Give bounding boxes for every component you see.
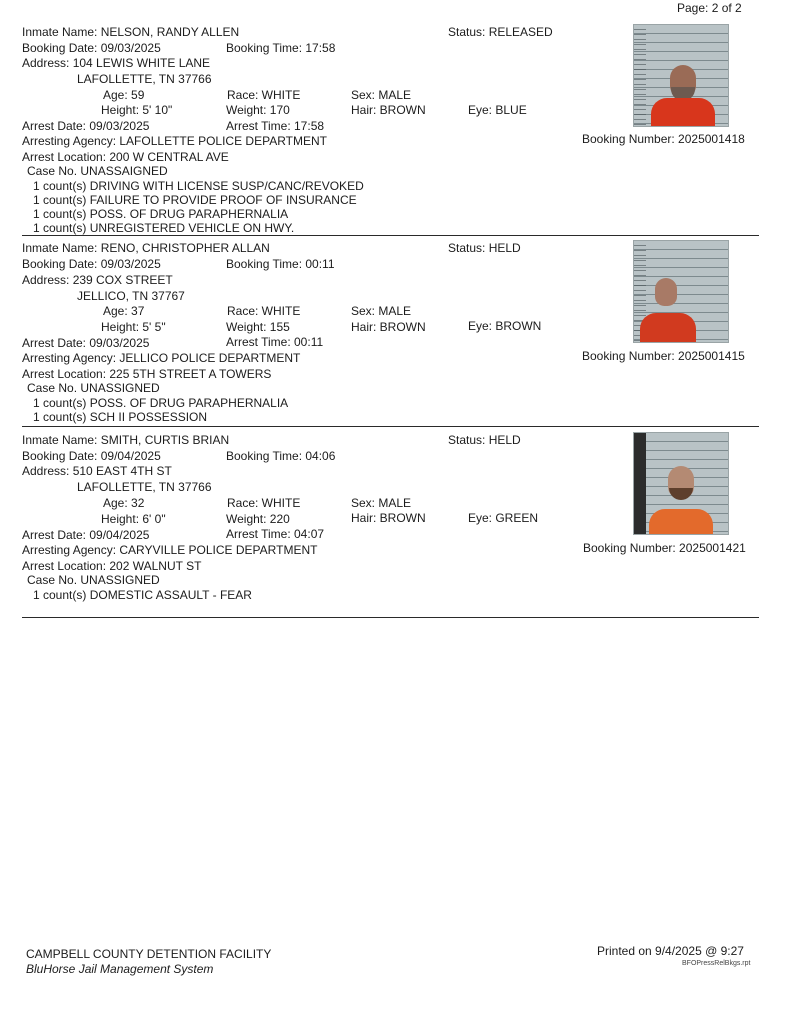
eye: Eye: BROWN <box>468 319 542 333</box>
age: Age: 59 <box>103 88 145 102</box>
arrest-date: Arrest Date: 09/03/2025 <box>22 336 150 350</box>
status: Status: HELD <box>448 433 521 447</box>
booking-date: Booking Date: 09/03/2025 <box>22 41 161 55</box>
height-chart <box>634 25 646 126</box>
eye: Eye: GREEN <box>468 511 539 525</box>
charge: 1 count(s) DRIVING WITH LICENSE SUSP/CANC/REVOKED <box>33 179 364 193</box>
beard <box>669 488 693 500</box>
booking-date: Booking Date: 09/03/2025 <box>22 257 161 271</box>
height: Height: 5' 10" <box>101 103 173 117</box>
jumpsuit <box>640 313 696 343</box>
booking-time: Booking Time: 00:11 <box>226 257 335 271</box>
arrest-time: Arrest Time: 00:11 <box>226 335 324 349</box>
facility-name: CAMPBELL COUNTY DETENTION FACILITY <box>26 947 272 961</box>
height: Height: 6' 0" <box>101 512 166 526</box>
arrest-time: Arrest Time: 04:07 <box>226 527 325 541</box>
case-number: Case No. UNASSIGNED <box>27 573 160 587</box>
mugshot-photo <box>633 432 729 535</box>
hair: Hair: BROWN <box>351 511 426 525</box>
booking-number: Booking Number: 2025001418 <box>582 132 745 146</box>
address-line-1: Address: 239 COX STREET <box>22 273 173 287</box>
record-divider <box>22 617 759 618</box>
record-divider <box>22 426 759 427</box>
status: Status: HELD <box>448 241 521 255</box>
booking-date: Booking Date: 09/04/2025 <box>22 449 161 463</box>
jumpsuit <box>649 509 713 535</box>
arrest-location: Arrest Location: 225 5TH STREET A TOWERS <box>22 367 272 381</box>
report-id: BFOPressRelBkgs.rpt <box>682 960 751 967</box>
case-number: Case No. UNASSAIGNED <box>27 164 168 178</box>
address-line-2: LAFOLLETTE, TN 37766 <box>77 72 212 86</box>
age: Age: 32 <box>103 496 145 510</box>
jumpsuit <box>651 98 715 127</box>
system-name: BluHorse Jail Management System <box>26 962 214 976</box>
sex: Sex: MALE <box>351 304 412 318</box>
inmate-name: Inmate Name: SMITH, CURTIS BRIAN <box>22 433 230 447</box>
charge: 1 count(s) FAILURE TO PROVIDE PROOF OF INSURANCE <box>33 193 357 207</box>
race: Race: WHITE <box>227 496 301 510</box>
weight: Weight: 170 <box>226 103 290 117</box>
printed-timestamp: Printed on 9/4/2025 @ 9:27 <box>597 944 744 958</box>
eye: Eye: BLUE <box>468 103 527 117</box>
page-number: Page: 2 of 2 <box>677 1 742 15</box>
charge: 1 count(s) SCH II POSSESSION <box>33 410 208 424</box>
address-line-2: LAFOLLETTE, TN 37766 <box>77 480 212 494</box>
charge: 1 count(s) POSS. OF DRUG PARAPHERNALIA <box>33 207 289 221</box>
race: Race: WHITE <box>227 304 301 318</box>
arresting-agency: Arresting Agency: JELLICO POLICE DEPARTMENT <box>22 351 301 365</box>
status: Status: RELEASED <box>448 25 553 39</box>
arrest-time: Arrest Time: 17:58 <box>226 119 325 133</box>
booking-time: Booking Time: 04:06 <box>226 449 336 463</box>
hair: Hair: BROWN <box>351 103 426 117</box>
address-line-1: Address: 104 LEWIS WHITE LANE <box>22 56 211 70</box>
face <box>655 278 677 306</box>
sex: Sex: MALE <box>351 88 412 102</box>
arresting-agency: Arresting Agency: CARYVILLE POLICE DEPARTMENT <box>22 543 318 557</box>
charge: 1 count(s) DOMESTIC ASSAULT - FEAR <box>33 588 252 602</box>
arrest-date: Arrest Date: 09/04/2025 <box>22 528 150 542</box>
case-number: Case No. UNASSIGNED <box>27 381 160 395</box>
charge: 1 count(s) POSS. OF DRUG PARAPHERNALIA <box>33 396 289 410</box>
charge: 1 count(s) UNREGISTERED VEHICLE ON HWY. <box>33 221 295 235</box>
booking-number: Booking Number: 2025001421 <box>583 541 746 555</box>
mugshot-photo <box>633 240 729 343</box>
sex: Sex: MALE <box>351 496 412 510</box>
weight: Weight: 155 <box>226 320 290 334</box>
booking-time: Booking Time: 17:58 <box>226 41 336 55</box>
mugshot-photo <box>633 24 729 127</box>
inmate-name: Inmate Name: NELSON, RANDY ALLEN <box>22 25 240 39</box>
record-divider <box>22 235 759 236</box>
address-line-1: Address: 510 EAST 4TH ST <box>22 464 172 478</box>
inmate-name: Inmate Name: RENO, CHRISTOPHER ALLAN <box>22 241 270 255</box>
address-line-2: JELLICO, TN 37767 <box>77 289 185 303</box>
booking-number: Booking Number: 2025001415 <box>582 349 745 363</box>
race: Race: WHITE <box>227 88 301 102</box>
weight: Weight: 220 <box>226 512 290 526</box>
photo-background-edge <box>634 433 646 534</box>
height: Height: 5' 5" <box>101 320 166 334</box>
arrest-location: Arrest Location: 200 W CENTRAL AVE <box>22 150 229 164</box>
hair: Hair: BROWN <box>351 320 426 334</box>
arrest-location: Arrest Location: 202 WALNUT ST <box>22 559 202 573</box>
arrest-date: Arrest Date: 09/03/2025 <box>22 119 150 133</box>
arresting-agency: Arresting Agency: LAFOLLETTE POLICE DEPARTMENT <box>22 134 327 148</box>
age: Age: 37 <box>103 304 145 318</box>
